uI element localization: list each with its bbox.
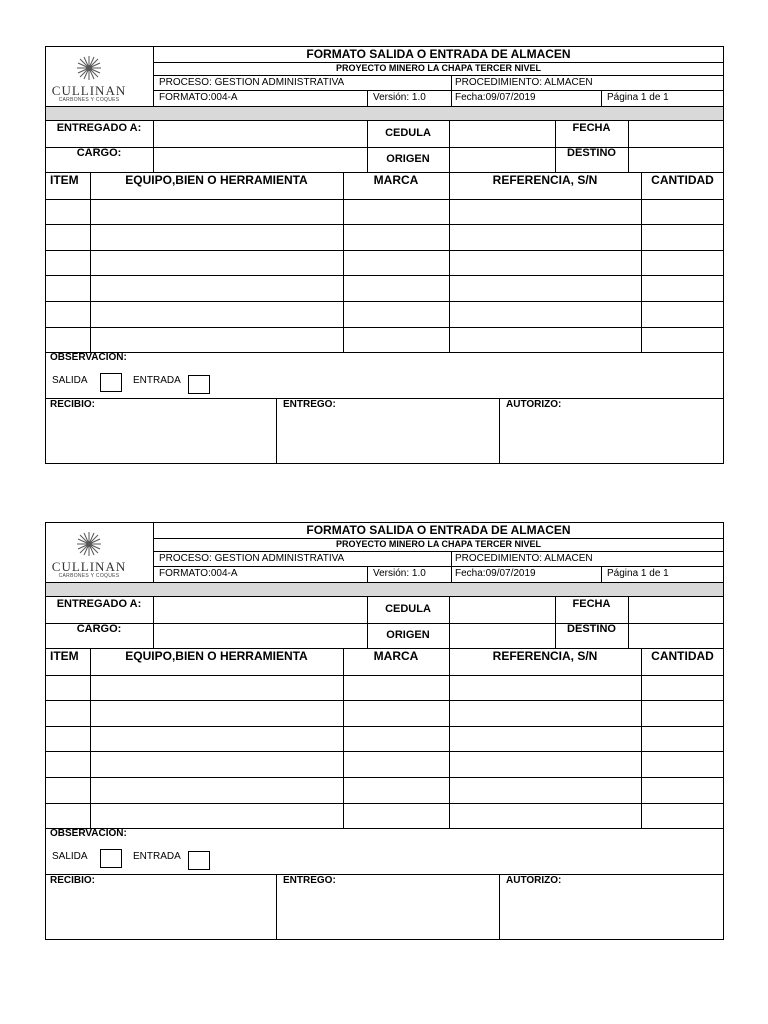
- fecha-doc-text: Fecha:09/07/2019: [455, 92, 536, 103]
- formato-text: FORMATO:004-A: [159, 92, 238, 103]
- entrego-label: ENTREGO:: [283, 399, 336, 410]
- logo-subtitle: CARBONES Y COQUES: [58, 573, 120, 579]
- table-row[interactable]: [45, 302, 724, 327]
- autorizo-signature-field[interactable]: [500, 888, 723, 939]
- recibio-signature-field[interactable]: [46, 888, 275, 939]
- entrada-checkbox[interactable]: [188, 851, 210, 870]
- cargo-label: CARGO:: [76, 623, 122, 635]
- warehouse-form-1: [45, 46, 724, 464]
- logo-name: CULLINAN: [51, 559, 127, 574]
- cedula-field[interactable]: [450, 597, 554, 622]
- autorizo-label: AUTORIZO:: [506, 875, 562, 886]
- form-title: FORMATO SALIDA O ENTRADA DE ALMACEN: [306, 47, 571, 61]
- entrada-label: ENTRADA: [133, 851, 181, 862]
- autorizo-label: AUTORIZO:: [506, 399, 562, 410]
- table-row[interactable]: [45, 727, 724, 751]
- destino-label: DESTINO: [567, 623, 616, 635]
- salida-label: SALIDA: [52, 851, 88, 862]
- entrego-label: ENTREGO:: [283, 875, 336, 886]
- table-row[interactable]: [45, 251, 724, 275]
- salida-label: SALIDA: [52, 375, 88, 386]
- recibio-signature-field[interactable]: [46, 412, 275, 463]
- form-title: FORMATO SALIDA O ENTRADA DE ALMACEN: [306, 523, 571, 537]
- table-row[interactable]: [45, 804, 724, 828]
- cedula-field[interactable]: [450, 121, 554, 146]
- col-marca-header: MARCA: [373, 649, 419, 663]
- table-row[interactable]: [45, 752, 724, 777]
- pagina-text: Página 1 de 1: [607, 92, 669, 103]
- observacion-label: OBSERVACION:: [50, 828, 127, 839]
- col-item-header: ITEM: [50, 649, 79, 663]
- col-equipo-header: EQUIPO,BIEN O HERRAMIENTA: [125, 649, 308, 663]
- cedula-label: CEDULA: [385, 127, 431, 139]
- destino-field[interactable]: [629, 148, 723, 171]
- fecha-label: FECHA: [572, 122, 611, 134]
- origen-label: ORIGEN: [386, 153, 430, 165]
- entrego-signature-field[interactable]: [277, 412, 498, 463]
- table-row[interactable]: [45, 676, 724, 700]
- cargo-field[interactable]: [154, 624, 366, 647]
- pagina-text: Página 1 de 1: [607, 568, 669, 579]
- origen-field[interactable]: [450, 148, 554, 171]
- col-marca-header: MARCA: [373, 173, 419, 187]
- fecha-field[interactable]: [629, 597, 723, 622]
- cargo-label: CARGO:: [76, 147, 122, 159]
- destino-label: DESTINO: [567, 147, 616, 159]
- version-text: Versión: 1.0: [373, 568, 426, 579]
- table-row[interactable]: [45, 778, 724, 803]
- table-row[interactable]: [45, 328, 724, 352]
- entregado-label: ENTREGADO A:: [56, 122, 142, 134]
- fecha-field[interactable]: [629, 121, 723, 146]
- salida-checkbox[interactable]: [100, 849, 122, 868]
- recibio-label: RECIBIO:: [50, 399, 95, 410]
- cullinan-logo-icon: [75, 54, 103, 82]
- cargo-field[interactable]: [154, 148, 366, 171]
- entregado-label: ENTREGADO A:: [56, 598, 142, 610]
- fecha-label: FECHA: [572, 598, 611, 610]
- gray-separator: [46, 107, 723, 120]
- table-row[interactable]: [45, 701, 724, 726]
- cedula-label: CEDULA: [385, 603, 431, 615]
- autorizo-signature-field[interactable]: [500, 412, 723, 463]
- table-row[interactable]: [45, 225, 724, 250]
- entregado-field[interactable]: [154, 597, 366, 622]
- entregado-field[interactable]: [154, 121, 366, 146]
- table-row[interactable]: [45, 200, 724, 224]
- col-cantidad-header: CANTIDAD: [651, 173, 714, 187]
- logo-name: CULLINAN: [51, 83, 127, 98]
- proceso-text: PROCESO: GESTION ADMINISTRATIVA: [159, 553, 345, 564]
- col-cantidad-header: CANTIDAD: [651, 649, 714, 663]
- gray-separator: [46, 583, 723, 596]
- project-subtitle: PROYECTO MINERO LA CHAPA TERCER NIVEL: [335, 63, 541, 73]
- col-referencia-header: REFERENCIA, S/N: [492, 649, 598, 663]
- origen-label: ORIGEN: [386, 629, 430, 641]
- procedimiento-text: PROCEDIMIENTO: ALMACEN: [455, 77, 593, 88]
- origen-field[interactable]: [450, 624, 554, 647]
- col-item-header: ITEM: [50, 173, 79, 187]
- logo-subtitle: CARBONES Y COQUES: [58, 97, 120, 103]
- cullinan-logo-icon: [75, 530, 103, 558]
- observacion-label: OBSERVACION:: [50, 352, 127, 363]
- proceso-text: PROCESO: GESTION ADMINISTRATIVA: [159, 77, 345, 88]
- salida-checkbox[interactable]: [100, 373, 122, 392]
- recibio-label: RECIBIO:: [50, 875, 95, 886]
- col-referencia-header: REFERENCIA, S/N: [492, 173, 598, 187]
- formato-text: FORMATO:004-A: [159, 568, 238, 579]
- entrada-label: ENTRADA: [133, 375, 181, 386]
- table-row[interactable]: [45, 276, 724, 301]
- destino-field[interactable]: [629, 624, 723, 647]
- warehouse-form-2: [45, 522, 724, 940]
- col-equipo-header: EQUIPO,BIEN O HERRAMIENTA: [125, 173, 308, 187]
- version-text: Versión: 1.0: [373, 92, 426, 103]
- entrego-signature-field[interactable]: [277, 888, 498, 939]
- fecha-doc-text: Fecha:09/07/2019: [455, 568, 536, 579]
- procedimiento-text: PROCEDIMIENTO: ALMACEN: [455, 553, 593, 564]
- project-subtitle: PROYECTO MINERO LA CHAPA TERCER NIVEL: [335, 539, 541, 549]
- entrada-checkbox[interactable]: [188, 375, 210, 394]
